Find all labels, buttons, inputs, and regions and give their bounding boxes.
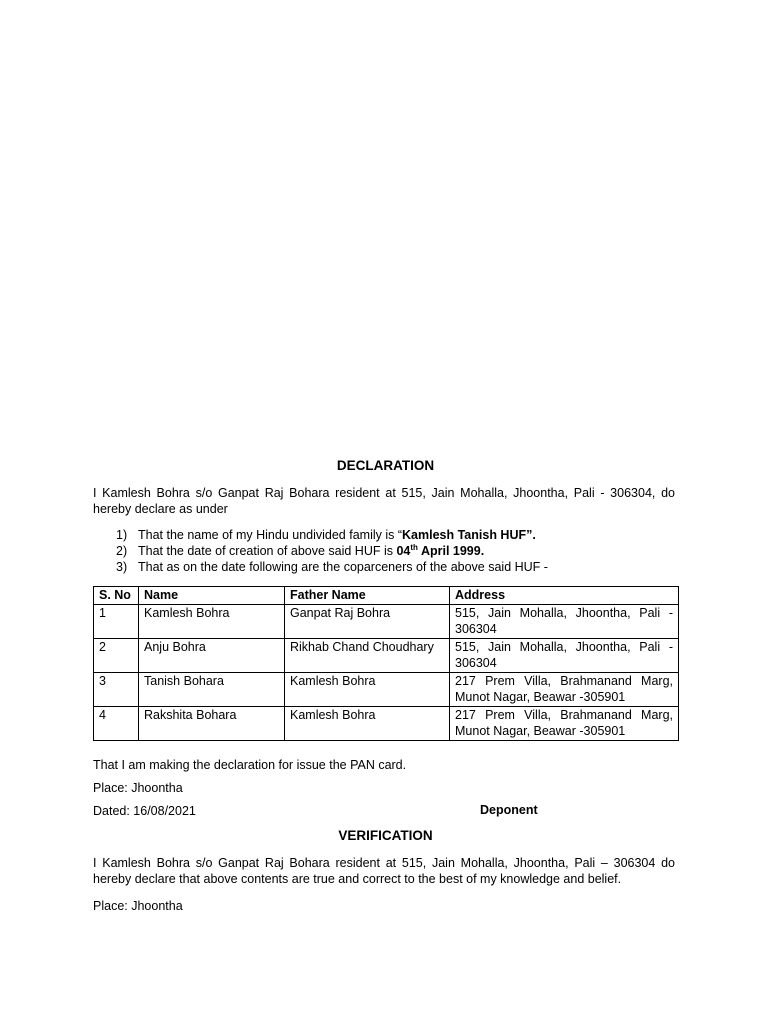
table-row	[94, 638, 679, 672]
verification-place-line: Place: Jhoontha	[93, 899, 183, 913]
declaration-point-1	[116, 527, 548, 543]
creation-day: 04	[396, 544, 411, 558]
point-text: That the name of my Hindu undivided family is “	[138, 528, 403, 542]
cell-sno: 2	[94, 638, 139, 672]
deponent-label: Deponent	[480, 803, 538, 817]
declaration-point-2	[116, 543, 548, 559]
cell-address: 515, Jain Mohalla, Jhoontha, Pali - 306304	[450, 604, 679, 638]
cell-address: 217 Prem Villa, Brahmanand Marg, Munot Nagar, Beawar -305901	[450, 672, 679, 706]
cell-name: Anju Bohra	[139, 638, 285, 672]
point-number: 2)	[116, 544, 128, 558]
point-text: That the date of creation of above said HUF is	[138, 544, 397, 558]
huf-name: Kamlesh Tanish HUF”.	[402, 528, 536, 542]
cell-father-name: Kamlesh Bohra	[285, 706, 450, 740]
cell-sno: 3	[94, 672, 139, 706]
declaration-points	[116, 527, 548, 575]
coparceners-table	[93, 586, 679, 741]
table-row	[94, 604, 679, 638]
point-text: That as on the date following are the coparceners of the above said HUF -	[138, 560, 548, 574]
table-row	[94, 706, 679, 740]
day-suffix: th	[410, 542, 418, 552]
declaration-point-3	[116, 559, 548, 575]
point-number: 3)	[116, 560, 128, 574]
cell-name: Tanish Bohara	[139, 672, 285, 706]
cell-address: 515, Jain Mohalla, Jhoontha, Pali - 306304	[450, 638, 679, 672]
point-number: 1)	[116, 528, 128, 542]
cell-father-name: Kamlesh Bohra	[285, 672, 450, 706]
dated-line: Dated: 16/08/2021	[93, 804, 196, 818]
column-header-name: Name	[139, 587, 285, 605]
cell-father-name: Ganpat Raj Bohra	[285, 604, 450, 638]
cell-name: Rakshita Bohara	[139, 706, 285, 740]
column-header-address: Address	[450, 587, 679, 605]
place-line: Place: Jhoontha	[93, 781, 183, 795]
declaration-title: DECLARATION	[336, 458, 435, 473]
creation-date: April 1999.	[417, 544, 485, 558]
cell-address: 217 Prem Villa, Brahmanand Marg, Munot Nagar, Beawar -305901	[450, 706, 679, 740]
column-header-father-name: Father Name	[285, 587, 450, 605]
cell-father-name: Rikhab Chand Choudhary	[285, 638, 450, 672]
declaration-intro: I Kamlesh Bohra s/o Ganpat Raj Bohara resident at 515, Jain Mohalla, Jhoontha, Pali - 306304, do hereby declare as under	[93, 486, 675, 516]
cell-sno: 4	[94, 706, 139, 740]
purpose-statement: That I am making the declaration for issue the PAN card.	[93, 758, 407, 772]
cell-sno: 1	[94, 604, 139, 638]
verification-title: VERIFICATION	[338, 828, 433, 843]
cell-name: Kamlesh Bohra	[139, 604, 285, 638]
table-row	[94, 672, 679, 706]
verification-text: I Kamlesh Bohra s/o Ganpat Raj Bohara resident at 515, Jain Mohalla, Jhoontha, Pali – 306304 do hereby declare that above contents are true and correct to the best of my knowledge and belief.	[93, 856, 675, 886]
column-header-sno: S. No	[94, 587, 139, 605]
table-header-row	[94, 587, 679, 605]
